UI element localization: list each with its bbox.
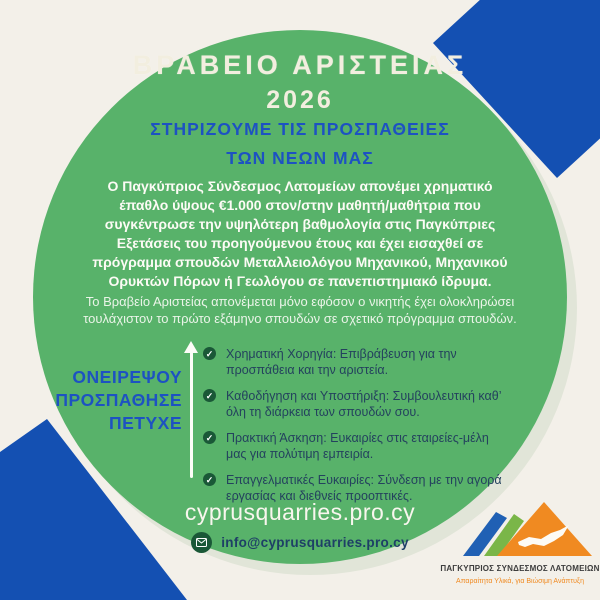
website-link[interactable]: cyprusquarries.pro.cy — [184, 499, 416, 525]
poster-title: ΒΡΑΒΕΙΟ ΑΡΙΣΤΕΙΑΣ — [132, 50, 468, 80]
check-icon: ✓ — [203, 389, 216, 402]
benefit-text: Επαγγελματικές Ευκαιρίες: Σύνδεση με την αγορά εργασίας και διεθνείς προοπτικές. — [226, 473, 502, 503]
body-line: Ορυκτών Πόρων ή Γεωλόγου σε πανεπιστημιακό ίδρυμα. — [108, 273, 492, 289]
benefit-text: Χρηματική Χορηγία: Επιβράβευση για την προσπάθεια και την αριστεία. — [226, 347, 457, 377]
body-line: έπαθλο ύψους €1.000 στον/στην μαθητή/μαθήτρια που — [119, 197, 481, 213]
poster-subtitle-line2: ΤΩΝ ΝΕΩΝ ΜΑΣ — [226, 148, 374, 168]
benefits-list — [203, 346, 503, 514]
benefit-item — [203, 388, 503, 420]
note-line: Το Βραβείο Αριστείας απονέμεται μόνο εφόσον ο νικητής έχει ολοκληρώσει — [85, 294, 515, 309]
check-icon: ✓ — [203, 347, 216, 360]
note-line: τουλάχιστον το πρώτο εξάμηνο σπουδών σε σχετικό πρόγραμμα σπουδών. — [83, 311, 517, 326]
logo-association-name: ΠΑΓΚΥΠΡΙΟΣ ΣΥΝΔΕΣΜΟΣ ΛΑΤΟΜΕΙΩΝ — [440, 564, 600, 573]
eligibility-note — [0, 293, 600, 327]
motto-line-try: ΠΡΟΣΠΑΘΗΣΕ — [55, 390, 182, 410]
poster-subtitle-line1: ΣΤΗΡΙΖΟΥΜΕ ΤΙΣ ΠΡΟΣΠΑΘΕΙΕΣ — [150, 119, 450, 139]
body-line: Εξετάσεις του προηγούμενου έτους και έχει εισαχθεί σε — [116, 235, 484, 251]
body-line: πρόγραμμα σπουδών Μεταλλειολόγου Μηχανικού, Μηχανικού — [92, 254, 508, 270]
benefit-text: Πρακτική Άσκηση: Ευκαιρίες στις εταιρείες-μέλη μας για πολύτιμη εμπειρία. — [226, 431, 489, 461]
body-line: συγκέντρωσε την υψηλότερη βαθμολογία στις Παγκύπριες — [104, 216, 496, 232]
email-row[interactable] — [0, 532, 600, 553]
up-arrow-line — [190, 352, 193, 478]
email-link[interactable]: info@cyprusquarries.pro.cy — [221, 535, 409, 550]
benefit-text: Καθοδήγηση και Υποστήριξη: Συμβουλευτική καθ’ όλη τη διάρκεια των σπουδών σου. — [226, 389, 502, 419]
envelope-icon — [191, 532, 212, 553]
motto-line-dream: ΟΝΕΙΡΕΨΟΥ — [72, 367, 182, 387]
poster-year: 2026 — [266, 86, 334, 114]
check-icon: ✓ — [203, 431, 216, 444]
motto-line-succeed: ΠΕΤΥΧΕ — [108, 413, 182, 433]
body-line: Ο Παγκύπριος Σύνδεσμος Λατομείων απονέμει χρηματικό — [107, 178, 493, 194]
benefit-item — [203, 430, 503, 462]
check-icon: ✓ — [203, 473, 216, 486]
benefit-item — [203, 346, 503, 378]
award-description — [0, 177, 600, 291]
motto — [48, 366, 182, 435]
logo-tagline: Απαραίτητα Υλικά, για Βιώσιμη Ανάπτυξη — [456, 578, 584, 585]
